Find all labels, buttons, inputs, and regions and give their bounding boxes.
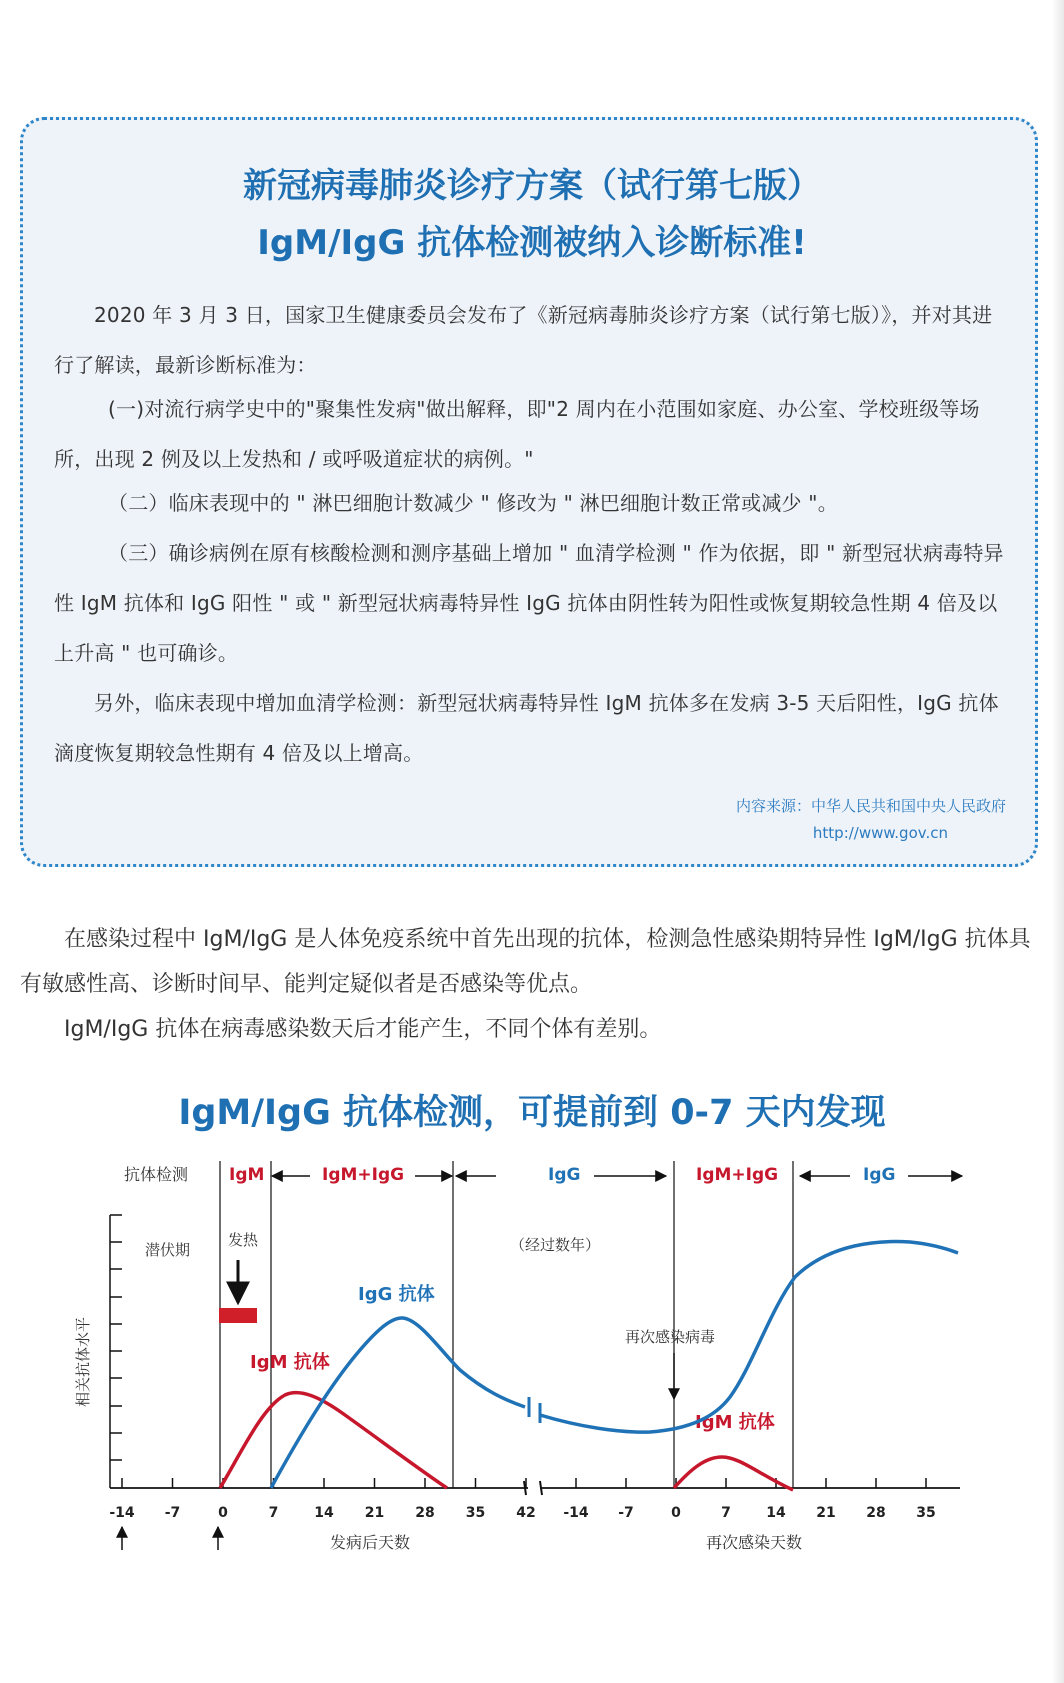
x-axis-label-left: 发病后天数 xyxy=(330,1533,411,1552)
igm-curve-label: IgM 抗体 xyxy=(250,1352,330,1373)
body-paragraph-2: IgM/IgG 抗体在病毒感染数天后才能产生，不同个体有差别。 xyxy=(64,1017,662,1042)
phase-igm-igg-2: IgM+IgG xyxy=(696,1165,779,1185)
source-label: 内容来源：中华人民共和国中央人民政府 xyxy=(735,797,1006,815)
igg-curve-label: IgG 抗体 xyxy=(358,1284,435,1305)
notice-title: 新冠病毒肺炎诊疗方案（试行第七版） xyxy=(243,166,821,206)
incubation-label: 潜伏期 xyxy=(145,1241,191,1259)
igm-curve-secondary xyxy=(674,1457,793,1490)
igg-curve-primary xyxy=(271,1318,525,1488)
x-axis-label-right: 再次感染天数 xyxy=(706,1533,803,1552)
x-right-tick-label-7: 35 xyxy=(916,1505,936,1521)
phase-igg-1: IgG xyxy=(548,1165,581,1185)
y-axis-label: 相关抗体水平 xyxy=(74,1316,92,1407)
source-url[interactable]: http://www.gov.cn xyxy=(812,824,948,842)
phase-igg-2: IgG xyxy=(863,1165,896,1185)
x-left-tick-label-7: 35 xyxy=(465,1505,486,1521)
x-right-tick-label-0: -14 xyxy=(563,1505,589,1521)
phase-igm: IgM xyxy=(229,1165,265,1185)
notice-paragraph-item-3: （三）确诊病例在原有核酸检测和测序基础上增加 " 血清学检测 " 作为依据，即 " 新型冠状病毒特异性 IgM 抗体和 IgG 阳性 " 或 " 新型冠状病毒特异性 IgG 抗体由阴性转为阳性或恢复期较急性期 4 倍及以上升高 " 也可确诊。 xyxy=(54,541,1004,665)
notice-paragraph-item-1: (一)对流行病学史中的"聚集性发病"做出解释，即"2 周内在小范围如家庭、办公室、学校班级等场所，出现 2 例及以上发热和 / 或呼吸道症状的病例。" xyxy=(54,397,980,471)
notice-paragraph-extra: 另外，临床表现中增加血清学检测：新型冠状病毒特异性 IgM 抗体多在发病 3-5 天后阳性，IgG 抗体滴度恢复期较急性期有 4 倍及以上增高。 xyxy=(54,691,999,765)
igm-curve-label-2: IgM 抗体 xyxy=(695,1412,775,1433)
x-right-tick-label-5: 21 xyxy=(816,1505,836,1521)
x-left-tick-label-0: -14 xyxy=(109,1505,135,1521)
header-label: 抗体检测 xyxy=(124,1165,189,1184)
years-note: （经过数年） xyxy=(510,1236,601,1254)
x-left-tick-label-3: 7 xyxy=(268,1505,279,1521)
reinfection-label: 再次感染病毒 xyxy=(625,1328,716,1346)
x-right-tick-label-6: 28 xyxy=(866,1505,886,1521)
notice-paragraph-intro: 2020 年 3 月 3 日，国家卫生健康委员会发布了《新冠病毒肺炎诊疗方案（试行第七版）》，并对其进行了解读，最新诊断标准为： xyxy=(54,303,993,377)
figure-title: IgM/IgG 抗体检测，可提前到 0-7 天内发现 xyxy=(178,1093,886,1133)
notice-subtitle: IgM/IgG 抗体检测被纳入诊断标准! xyxy=(257,223,807,263)
antibody-chart xyxy=(0,1145,1064,1565)
x-left-tick-label-1: -7 xyxy=(164,1505,181,1521)
x-ticks-right xyxy=(563,1478,935,1521)
fever-label: 发热 xyxy=(228,1231,259,1249)
x-left-tick-label-5: 21 xyxy=(364,1505,385,1521)
x-ticks-left xyxy=(109,1478,535,1521)
x-right-tick-label-2: 0 xyxy=(671,1505,681,1521)
x-right-tick-label-4: 14 xyxy=(766,1505,786,1521)
axis-break-mark-2 xyxy=(540,1481,542,1495)
x-right-tick-label-3: 7 xyxy=(721,1505,731,1521)
x-left-tick-label-4: 14 xyxy=(314,1505,334,1521)
igg-curve-secondary xyxy=(540,1242,958,1433)
x-left-tick-label-8: 42 xyxy=(516,1505,536,1521)
body-paragraph-1: 在感染过程中 IgM/IgG 是人体免疫系统中首先出现的抗体，检测急性感染期特异性 IgM/IgG 抗体具有敏感性高、诊断时间早、能判定疑似者是否感染等优点。 xyxy=(20,927,1031,997)
fever-bar xyxy=(219,1308,257,1323)
x-left-tick-label-6: 28 xyxy=(415,1505,435,1521)
notice-paragraph-item-2: （二）临床表现中的 " 淋巴细胞计数减少 " 修改为 " 淋巴细胞计数正常或减少 "。 xyxy=(108,491,838,515)
igm-curve-primary xyxy=(220,1393,447,1488)
y-axis-ticks xyxy=(110,1215,122,1460)
x-right-tick-label-1: -7 xyxy=(618,1505,634,1521)
phase-igm-igg-1: IgM+IgG xyxy=(322,1165,405,1185)
x-left-tick-label-2: 0 xyxy=(218,1505,228,1521)
